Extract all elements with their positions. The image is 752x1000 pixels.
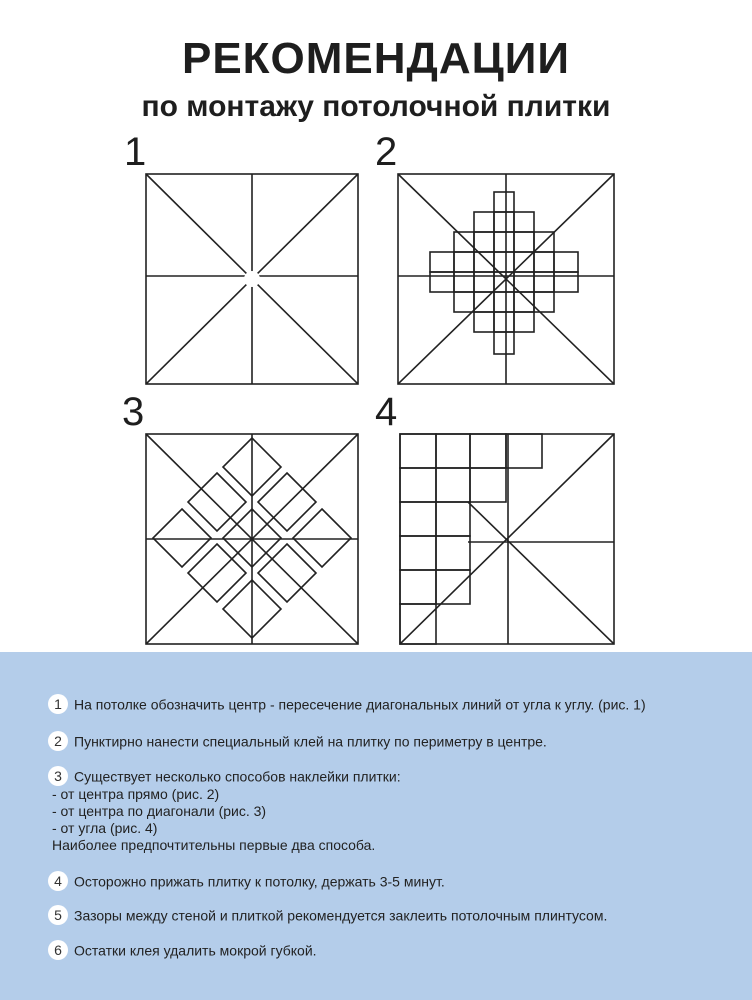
- figure-2-number: 2: [375, 130, 398, 174]
- step-4-text: Осторожно прижать плитку к потолку, держать 3-5 минут.: [74, 873, 445, 890]
- step-3-text: Существует несколько способов наклейки плитки:: [74, 768, 401, 785]
- step-2-badge: 2: [48, 731, 68, 751]
- step-3-note: Наиболее предпочтительны первые два способа.: [52, 837, 376, 854]
- figure-3-center-diagonal-diagram: [144, 432, 360, 646]
- step-6-text: Остатки клея удалить мокрой губкой.: [74, 942, 317, 959]
- page-subtitle: по монтажу потолочной плитки: [141, 90, 611, 123]
- step-6-badge: 6: [48, 940, 68, 960]
- step-3-option-1: - от центра прямо (рис. 2): [52, 786, 220, 803]
- step-3-badge: 3: [48, 766, 68, 786]
- step-4: [48, 871, 445, 891]
- step-3-option-3: - от угла (рис. 4): [52, 820, 158, 837]
- step-2: [48, 731, 547, 751]
- step-3: [48, 766, 401, 854]
- step-3-option-2: - от центра по диагонали (рис. 3): [52, 803, 267, 820]
- figure-4-number: 4: [375, 390, 398, 434]
- step-5: [48, 905, 607, 925]
- figure-4-from-corner-diagram: [398, 432, 616, 646]
- page-title: РЕКОМЕНДАЦИИ: [181, 34, 571, 83]
- figure-1-number: 1: [124, 130, 147, 174]
- step-2-text: Пунктирно нанести специальный клей на плитку по периметру в центре.: [74, 733, 547, 750]
- figure-3-number: 3: [122, 390, 145, 434]
- step-6: [48, 940, 317, 960]
- step-5-badge: 5: [48, 905, 68, 925]
- step-1-text: На потолке обозначить центр - пересечение диагональных линий от угла к углу. (рис. 1): [74, 696, 646, 713]
- step-1-badge: 1: [48, 694, 68, 714]
- step-5-text: Зазоры между стеной и плиткой рекомендуется заклеить потолочным плинтусом.: [74, 907, 608, 924]
- instructions-panel: [0, 652, 752, 1000]
- figure-1-center-marking-diagram: [144, 172, 360, 386]
- figure-2-center-straight-diagram: [396, 172, 616, 386]
- step-4-badge: 4: [48, 871, 68, 891]
- step-1: [48, 694, 646, 714]
